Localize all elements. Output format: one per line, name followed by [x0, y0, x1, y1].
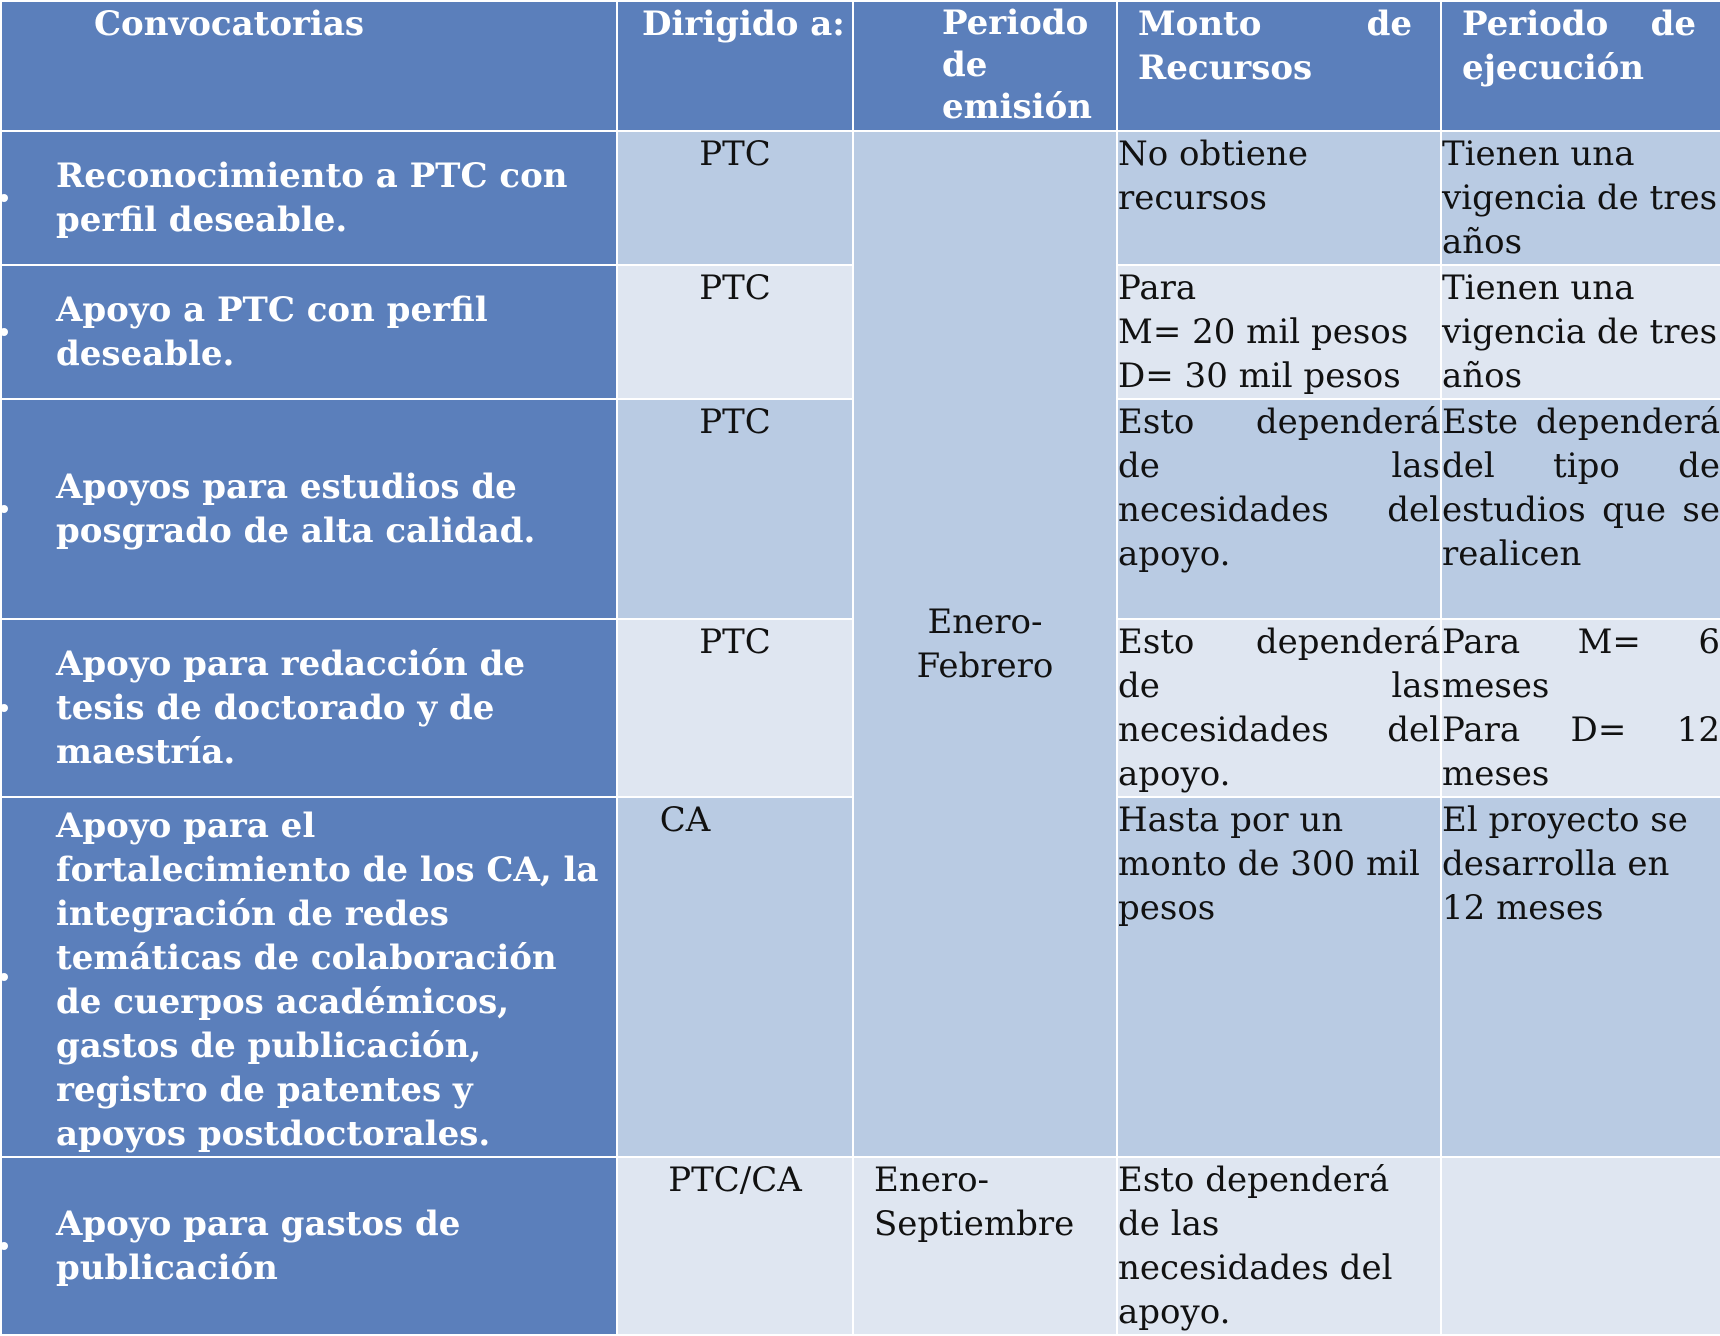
convocatoria-text: Apoyo para gastos de publicación	[56, 1204, 461, 1288]
dirigido-text: PTC	[699, 134, 771, 174]
dirigido-text: PTC/CA	[668, 1160, 802, 1200]
header-ejecucion-word3: ejecución	[1462, 48, 1645, 88]
convocatoria-text: Reconocimiento a PTC con perfil deseable.	[56, 156, 568, 240]
dirigido-text: PTC	[699, 402, 771, 442]
header-dirigido-label: Dirigido a:	[642, 4, 845, 44]
monto-cell	[1117, 399, 1441, 619]
ejecucion-cell	[1441, 131, 1720, 265]
header-emision-line3: emisión	[942, 87, 1092, 127]
monto-cell	[1117, 265, 1441, 399]
ejecucion-text: Tienen una vigencia de tres años	[1442, 268, 1718, 396]
monto-text: Esto dependerá de las necesidades del apoyo.	[1118, 402, 1440, 574]
monto-cell	[1117, 1157, 1441, 1335]
header-monto-word3: Recursos	[1138, 48, 1313, 88]
convocatoria-text: Apoyo para el fortalecimiento de los CA, la integración de redes temáticas de colaboración de cuerpos académicos, gastos de publicación, registro de patentes y apoyos postdoctorales.	[56, 806, 599, 1154]
convocatoria-text: Apoyos para estudios de posgrado de alta calidad.	[56, 467, 536, 551]
dirigido-cell	[617, 1157, 853, 1335]
convocatoria-cell	[1, 265, 617, 399]
convocatoria-cell	[1, 619, 617, 797]
dirigido-cell	[617, 131, 853, 265]
dirigido-text: PTC	[699, 268, 771, 308]
ejecucion-text: El proyecto se desarrolla en 12 meses	[1442, 800, 1688, 928]
convocatoria-text: Apoyo para redacción de tesis de doctorado y de maestría.	[56, 644, 525, 772]
monto-cell	[1117, 619, 1441, 797]
emision-text: Enero-Septiembre	[874, 1160, 1075, 1244]
header-emision-line2: de	[942, 45, 988, 85]
emision-merged-cell	[853, 131, 1117, 1157]
ejecucion-text: Tienen una vigencia de tres años	[1442, 134, 1718, 262]
dirigido-cell	[617, 797, 853, 1157]
table-row	[1, 1157, 1720, 1335]
header-emision-line1: Periodo	[942, 3, 1089, 43]
dirigido-text: PTC	[699, 622, 771, 662]
ejecucion-cell	[1441, 619, 1720, 797]
ejecucion-cell	[1441, 797, 1720, 1157]
header-monto-line1	[1138, 2, 1440, 46]
convocatoria-cell	[1, 1157, 617, 1335]
header-monto-word1: Monto	[1138, 4, 1262, 44]
header-ejecucion-word1: Periodo	[1462, 4, 1609, 44]
dirigido-cell	[617, 619, 853, 797]
convocatoria-cell	[1, 399, 617, 619]
header-convocatorias-label: Convocatorias	[94, 4, 365, 44]
header-monto-word2: de	[1366, 4, 1412, 44]
header-ejecucion-line1	[1462, 2, 1720, 46]
convocatoria-text: Apoyo a PTC con perfil deseable.	[56, 290, 488, 374]
monto-cell	[1117, 131, 1441, 265]
dirigido-cell	[617, 399, 853, 619]
header-convocatorias	[1, 1, 617, 131]
ejecucion-line2: Para D= 12 meses	[1442, 710, 1720, 794]
monto-text: Esto dependerá de las necesidades del apoyo.	[1118, 622, 1440, 794]
ejecucion-cell	[1441, 1157, 1720, 1335]
dirigido-text: CA	[659, 800, 711, 840]
header-dirigido	[617, 1, 853, 131]
monto-text: Esto dependerá de las necesidades del apoyo.	[1118, 1160, 1393, 1332]
header-ejecucion	[1441, 1, 1720, 131]
header-emision	[853, 1, 1117, 131]
monto-line2: M= 20 mil pesos	[1118, 312, 1409, 352]
monto-text: No obtiene recursos	[1118, 134, 1308, 218]
table-row	[1, 131, 1720, 265]
ejecucion-cell	[1441, 399, 1720, 619]
header-row	[1, 1, 1720, 131]
header-ejecucion-word2: de	[1650, 4, 1696, 44]
ejecucion-text: Este dependerá del tipo de estudios que se realicen	[1442, 402, 1720, 574]
dirigido-cell	[617, 265, 853, 399]
header-monto	[1117, 1, 1441, 131]
monto-line3: D= 30 mil pesos	[1118, 356, 1401, 396]
emision-merged-text: Enero-Febrero	[916, 602, 1054, 686]
monto-text: Hasta por un monto de 300 mil pesos	[1118, 800, 1420, 928]
monto-line1: Para	[1118, 268, 1197, 308]
ejecucion-cell	[1441, 265, 1720, 399]
monto-cell	[1117, 797, 1441, 1157]
emision-cell	[853, 1157, 1117, 1335]
ejecucion-line1: Para M= 6 meses	[1442, 622, 1720, 706]
convocatoria-cell	[1, 131, 617, 265]
convocatoria-cell	[1, 797, 617, 1157]
